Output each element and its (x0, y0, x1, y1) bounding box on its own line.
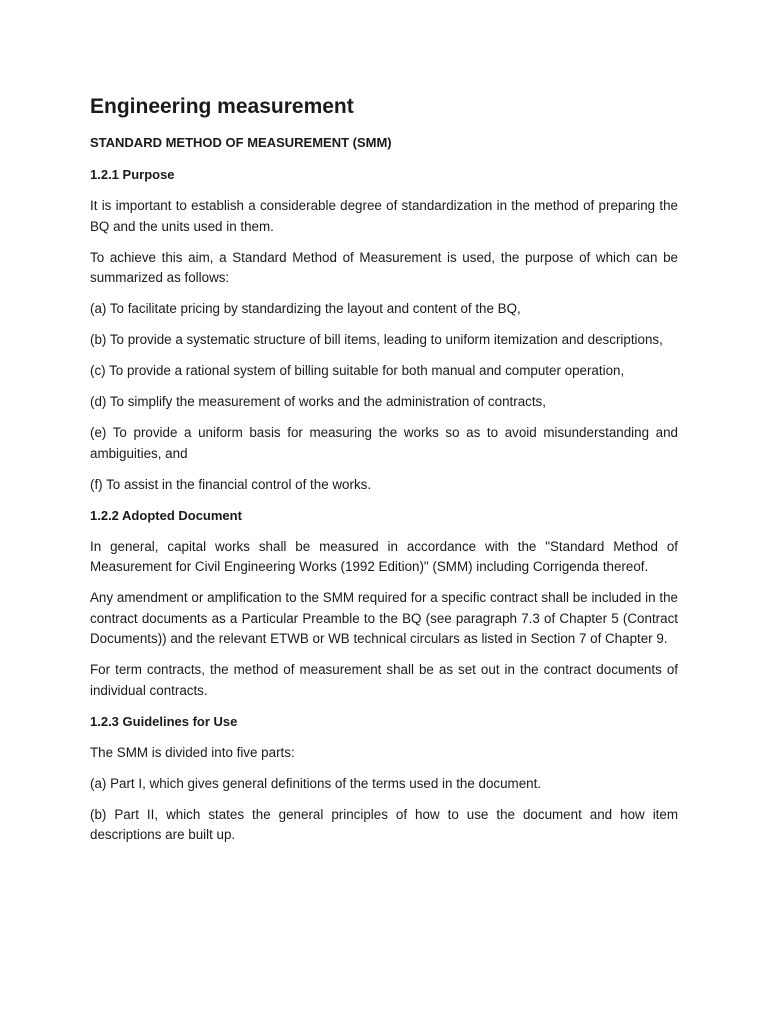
list-item: (a) To facilitate pricing by standardizing the layout and content of the BQ, (90, 301, 521, 316)
document-page (90, 93, 678, 856)
paragraph: For term contracts, the method of measurement shall be as set out in the contract documents of individual contracts. (90, 662, 678, 698)
paragraph: In general, capital works shall be measured in accordance with the "Standard Method of Measurement for Civil Engineering Works (1992 Edition)" (SMM) including Corrigenda thereof. (90, 538, 678, 574)
list-item: (a) Part I, which gives general definitions of the terms used in the document. (90, 775, 542, 791)
list-item: (b) Part II, which states the general principles of how to use the document and how item descriptions are built up. (90, 806, 678, 842)
paragraph: Any amendment or amplification to the SMM required for a specific contract shall be included in the contract documents as a Particular Preamble to the BQ (see paragraph 7.3 of Chapter 5 (Contract Documents)) and the relevant ETWB or WB technical circulars as listed in Section 7 of Chapter 9. (90, 590, 678, 646)
section-purpose (90, 165, 678, 495)
paragraph: To achieve this aim, a Standard Method of Measurement is used, the purpose of which can be summarized as follows: (90, 249, 678, 285)
list-item: (d) To simplify the measurement of works and the administration of contracts, (90, 394, 546, 409)
paragraph: It is important to establish a considerable degree of standardization in the method of preparing the BQ and the units used in them. (90, 198, 678, 234)
document-title: Engineering measurement (90, 95, 354, 118)
section-heading: 1.2.2 Adopted Document (90, 507, 242, 523)
list-item: (e) To provide a uniform basis for measuring the works so as to avoid misunderstanding and ambiguities, and (90, 425, 678, 461)
list-item: (f) To assist in the financial control of the works. (90, 476, 372, 492)
list-item: (c) To provide a rational system of billing suitable for both manual and computer operation, (90, 363, 625, 378)
section-adopted-document (90, 506, 678, 702)
section-heading: 1.2.3 Guidelines for Use (90, 713, 238, 729)
section-heading: 1.2.1 Purpose (90, 167, 175, 182)
section-guidelines (90, 712, 678, 846)
paragraph: The SMM is divided into five parts: (90, 744, 295, 760)
document-subtitle: STANDARD METHOD OF MEASUREMENT (SMM) (90, 135, 392, 150)
list-item: (b) To provide a systematic structure of bill items, leading to uniform itemization and descriptions, (90, 332, 663, 347)
